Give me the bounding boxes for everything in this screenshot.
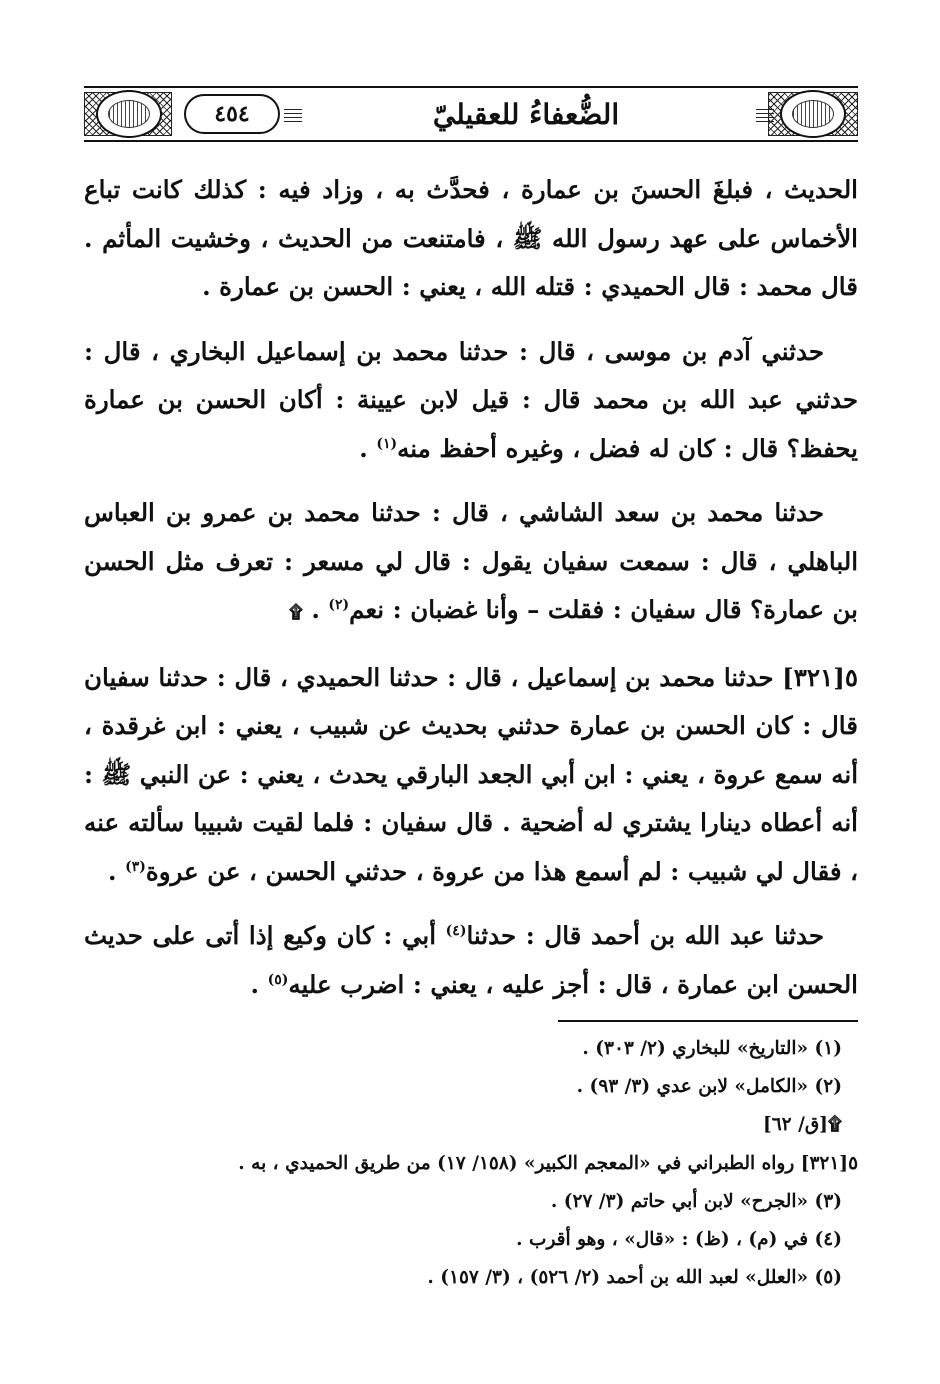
header-bottom-rule: [84, 140, 858, 142]
paragraph-3: [84, 489, 858, 638]
page-number: ٤٥٤: [184, 94, 280, 134]
footnote-ref-1: (١): [376, 435, 398, 452]
paragraph-5-text-a: حدثنا عبد الله بن أحمد قال : حدثنا: [466, 921, 824, 950]
paragraph-2-end: .: [359, 433, 377, 463]
paragraph-5-end: .: [250, 969, 268, 999]
footnote-hadith-321: ٥[٣٢١] رواه الطبراني في «المعجم الكبير» (١٥٨/ ١٧) من طريق الحميدي ، به .: [238, 1152, 858, 1174]
paragraph-5-text-b: أبي : كان وكيع إذا أتى على حديث الحسن ابن عمارة ، قال : أجز عليه ، يعني : اضرب عليه: [84, 921, 858, 999]
main-text: [84, 166, 858, 1009]
paragraph-3-end: .: [311, 595, 329, 624]
paragraph-2-text: حدثني آدم بن موسى ، قال : حدثنا محمد بن إسماعيل البخاري ، قال : حدثني عبد الله بن محمد قال : قيل لابن عيينة : أكان الحسن بن عمارة يحفظ؟ قال : كان له فضل ، وغيره أحفظ منه: [84, 336, 858, 463]
footnote-ref-5: (٥): [267, 971, 289, 988]
manuscript-mark-icon: ۩: [289, 602, 303, 623]
footnote-ref-4: (٤): [445, 922, 467, 939]
footnote-4: (٤) في (م) ، (ظ) : «قال» ، وهو أقرب .: [516, 1229, 842, 1251]
page-header: [84, 86, 858, 144]
paragraph-5: [84, 912, 858, 1009]
footnote-3: (٣) «الجرح» لابن أبي حاتم (٣/ ٢٧) .: [550, 1190, 842, 1212]
header-medallion-left-icon: [96, 90, 162, 138]
paragraph-4: [84, 654, 858, 897]
page-title: الضُّعفاءُ للعقيليّ: [432, 97, 620, 131]
paragraph-4-text: حدثنا محمد بن إسماعيل ، قال : حدثنا الحميدي ، قال : حدثنا سفيان قال : كان الحسن بن عمارة حدثني بحديث عن شبيب ، يعني : ابن غرقدة ، أنه سمع عروة ، يعني : ابن أبي الجعد البارقي يحدث ، يعني : عن النبي ﷺ : أنه أعطاه دينارا يشتري له أضحية . قال سفيان : فلما لقيت شبيبا سألته عنه ، فقال لي شبيب : لم أسمع هذا من عروة ، حدثني الحسن ، عن عروة: [84, 662, 858, 886]
footnote-2: (٢) «الكامل» لابن عدي (٣/ ٩٣) .: [576, 1076, 842, 1098]
hadith-number: ٥[٣٢١]: [782, 662, 858, 692]
footnotes: [84, 1030, 858, 1297]
header-medallion-right-icon: [780, 90, 846, 138]
footnote-separator: [558, 1020, 858, 1022]
paragraph-1: الحديث ، فبلغَ الحسنَ بن عمارة ، فحدَّث به ، وزاد فيه : كذلك كانت تباع الأخماس على عهد رسول الله ﷺ ، فامتنعت من الحديث ، وخشيت المأثم . قال محمد : قال الحميدي : قتله الله ، يعني : الحسن بن عمارة .: [84, 175, 858, 301]
footnote-ref-2: (٢): [328, 596, 350, 613]
footnote-5: (٥) «العلل» لعبد الله بن أحمد (٢/ ٥٢٦) ، (٣/ ١٥٧) .: [427, 1267, 842, 1289]
paragraph-4-end: .: [108, 856, 126, 886]
paragraph-2: [84, 328, 858, 474]
footnote-ref-3: (٣): [125, 858, 146, 875]
footnote-folio-mark: ۩[ق/ ٦٢]: [762, 1114, 842, 1136]
footnote-1: (١) «التاريخ» للبخاري (٢/ ٣٠٣) .: [582, 1038, 842, 1059]
paragraph-3-text: حدثنا محمد بن سعد الشاشي ، قال : حدثنا محمد بن عمرو بن العباس الباهلي ، قال : سمعت سفيان يقول : قال لي مسعر : تعرف مثل الحسن بن عمارة؟ قال سفيان : فقلت – وأنا غضبان : نعم: [84, 498, 858, 624]
